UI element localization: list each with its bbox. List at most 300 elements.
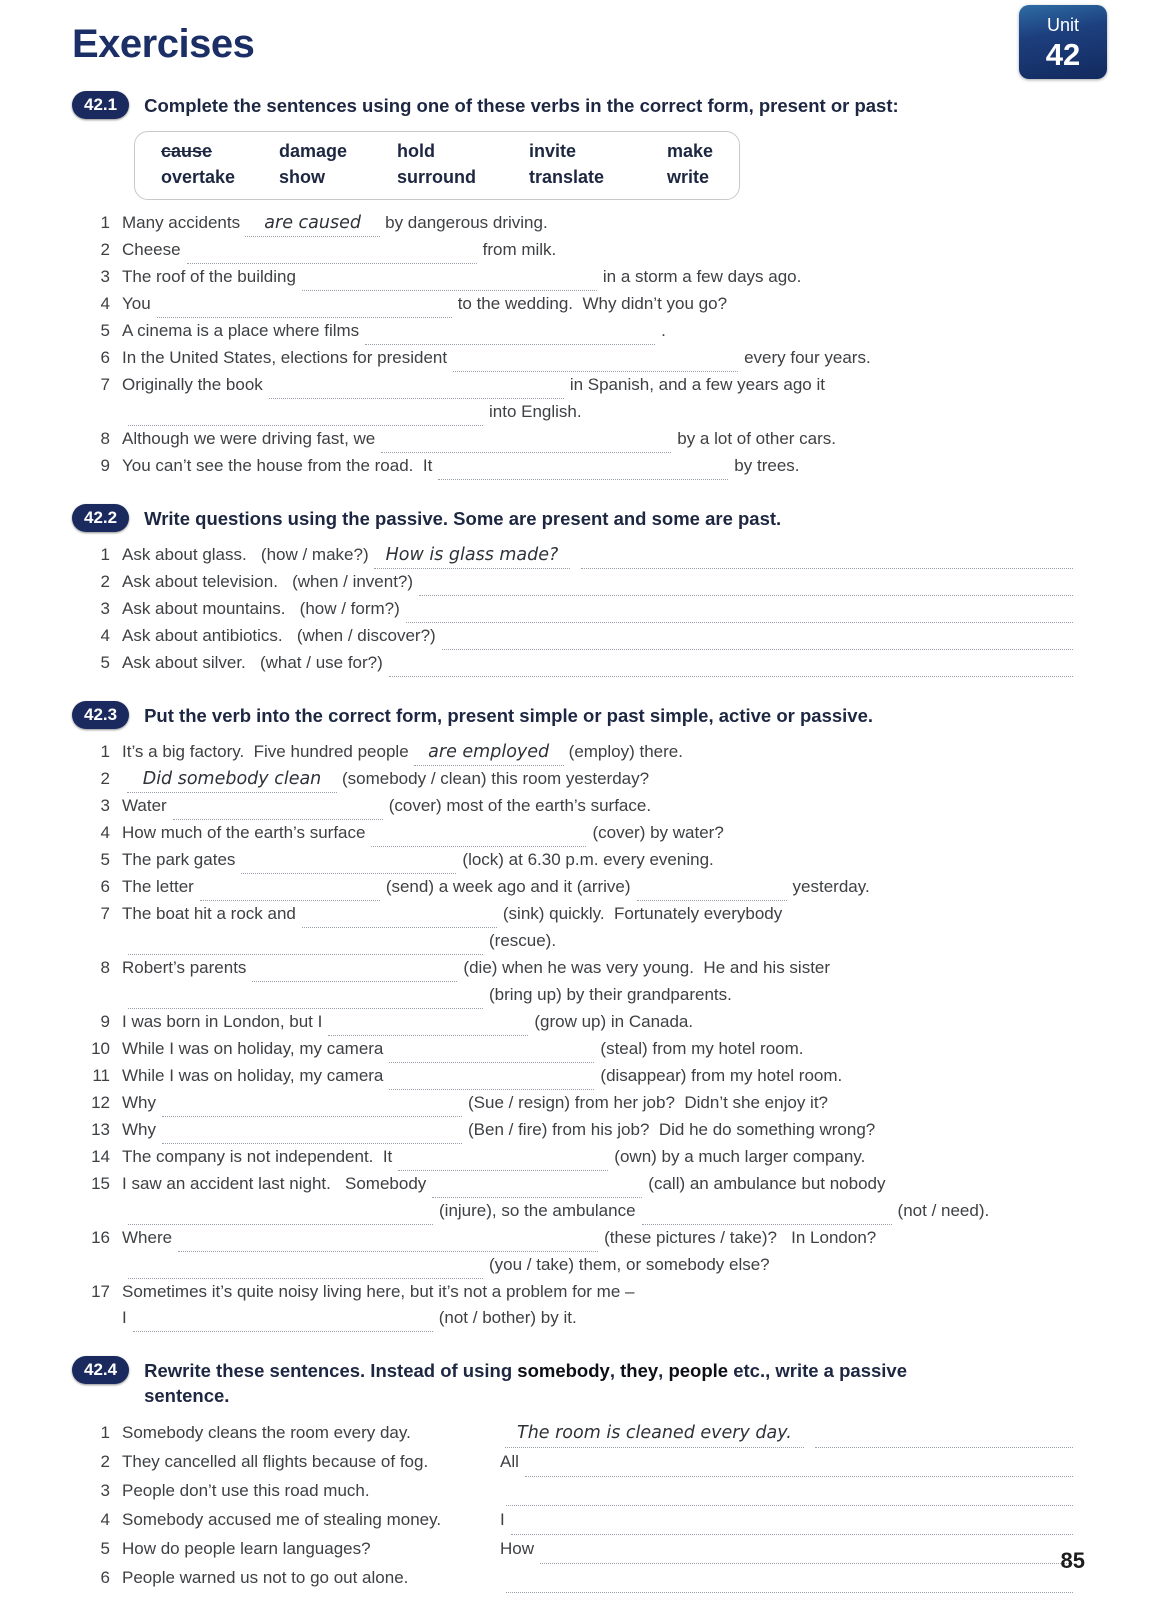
item-lines (122, 453, 1079, 480)
item-lines (122, 623, 1079, 650)
sentence-text: You (122, 294, 151, 313)
answer-blank[interactable] (173, 793, 383, 820)
item-line (122, 596, 1079, 623)
sentence-text: Ask about glass. (how / make?) (122, 545, 369, 564)
exercise-item (72, 650, 1079, 677)
item-number: 7 (100, 904, 110, 923)
item-lines (122, 1090, 1079, 1117)
source-sentence: People don’t use this road much. (122, 1480, 370, 1500)
answer-blank[interactable] (398, 1144, 608, 1171)
item-line (122, 847, 1079, 874)
item-lines (122, 739, 1079, 766)
item-line (122, 1036, 1079, 1063)
exercise-item (72, 847, 1079, 874)
exercise-item (72, 1171, 1079, 1225)
answer-blank[interactable] (389, 1036, 594, 1063)
item-line (122, 264, 1079, 291)
item-number: 3 (100, 1480, 110, 1500)
item-line (122, 1279, 1079, 1305)
exercise-42.2 (72, 504, 1079, 677)
source-sentence: They cancelled all flights because of fog. (122, 1451, 429, 1471)
sentence-text: (these pictures / take)? In London? (604, 1228, 877, 1247)
instruction-text: Put the verb into the correct form, present simple or past simple, active or passive. (144, 705, 874, 726)
sentence-text: Where (122, 1228, 173, 1247)
sentence-text: Ask about antibiotics. (when / discover?) (122, 626, 436, 645)
answer-blank[interactable] (269, 372, 564, 399)
sentence-text: Although we were driving fast, we (122, 429, 376, 448)
item-lines (122, 237, 1079, 264)
word-box-word: write (667, 167, 710, 187)
item-number: 8 (100, 958, 110, 977)
source-sentence: People warned us not to go out alone. (122, 1567, 409, 1587)
answer-blank[interactable] (581, 542, 1073, 569)
sentence-text: in a storm a few days ago. (602, 267, 802, 286)
item-number: 8 (100, 429, 110, 448)
sentence-text: In the United States, elections for president (122, 348, 448, 367)
item-lines (122, 793, 1079, 820)
sentence-text: A cinema is a place where films (122, 321, 360, 340)
sentence-text: The park gates (122, 850, 236, 869)
sentence-text: While I was on holiday, my camera (122, 1066, 384, 1085)
sentence-text: (Ben / fire) from his job? Did he do something wrong? (468, 1120, 876, 1139)
sentence-text: Why (122, 1120, 156, 1139)
sentence-text: The boat hit a rock and (122, 904, 296, 923)
answer-blank[interactable] (252, 955, 457, 982)
item-line (122, 928, 1079, 955)
answer-blank[interactable] (178, 1225, 598, 1252)
item-lines (122, 955, 1079, 1009)
item-lines (122, 820, 1079, 847)
sentence-text: How (500, 1538, 535, 1558)
item-line (122, 291, 1079, 318)
sentence-text: (injure), so the ambulance (439, 1201, 636, 1220)
item-number: 4 (100, 626, 110, 645)
item-line (122, 372, 1079, 399)
item-lines (122, 291, 1079, 318)
word-box-word: make (667, 141, 714, 161)
sentence-text: Ask about silver. (what / use for?) (122, 653, 383, 672)
item-lines (122, 901, 1079, 955)
answer-blank[interactable] (302, 264, 597, 291)
exercise-item (72, 1225, 1079, 1279)
instruction-keyword: people (668, 1360, 729, 1381)
answer-blank[interactable] (187, 237, 477, 264)
item-lines (122, 1144, 1079, 1171)
answer-blank[interactable] (365, 318, 655, 345)
answer-blank[interactable] (381, 426, 671, 453)
word-box-word: invite (529, 141, 577, 161)
instruction-text: etc., write a passive sentence. (144, 1360, 907, 1406)
exercise-item (72, 372, 1079, 426)
item-line (122, 982, 1079, 1009)
exercise-items (72, 1419, 1079, 1593)
item-line (122, 399, 1079, 426)
item-number: 3 (100, 599, 110, 618)
item-line (122, 318, 1079, 345)
item-lines (122, 874, 1079, 901)
word-box-word: overtake (161, 167, 236, 187)
sentence-text: (die) when he was very young. He and his sister (463, 958, 831, 977)
sentence-text: (somebody / clean) this room yesterday? (342, 769, 650, 788)
answer-blank[interactable] (815, 1419, 1073, 1448)
sentence-text: (Sue / resign) from her job? Didn’t she enjoy it? (468, 1093, 829, 1112)
item-number: 1 (100, 213, 110, 232)
answer-blank[interactable] (162, 1117, 462, 1144)
item-number: 16 (91, 1228, 110, 1247)
answer-blank[interactable] (371, 820, 586, 847)
sentence-text: Water (122, 796, 167, 815)
handwritten-answer: are caused (245, 210, 380, 237)
sentence-text: by a lot of other cars. (677, 429, 836, 448)
sentence-text: (send) a week ago and it (arrive) (385, 877, 631, 896)
exercise-item (72, 955, 1079, 1009)
answer-blank[interactable] (133, 1305, 433, 1332)
item-number: 3 (100, 267, 110, 286)
item-lines (122, 1225, 1079, 1279)
exercise-instruction (144, 504, 781, 532)
answer-blank[interactable] (389, 650, 1073, 677)
answer-blank[interactable] (637, 874, 787, 901)
sentence-text: The company is not independent. It (122, 1147, 393, 1166)
instruction-keyword: somebody (517, 1360, 610, 1381)
sentence-text: (rescue). (489, 931, 557, 950)
item-lines (122, 1036, 1079, 1063)
item-number: 2 (100, 572, 110, 591)
sentence-text: I saw an accident last night. Somebody (122, 1174, 427, 1193)
unit-number: 42 (1045, 36, 1081, 72)
sentence-text: (own) by a much larger company. (614, 1147, 866, 1166)
exercise-number-badge: 42.1 (72, 91, 129, 119)
item-lines (122, 542, 1079, 569)
exercise-number-badge: 42.2 (72, 504, 129, 532)
item-line (122, 542, 1079, 569)
answer-blank[interactable] (389, 1063, 594, 1090)
item-number: 10 (91, 1039, 110, 1058)
sentence-text: Sometimes it’s quite noisy living here, but it’s not a problem for me – (122, 1282, 635, 1301)
item-number: 4 (100, 823, 110, 842)
item-number: 15 (91, 1174, 110, 1193)
rewrite-answer-area (500, 1564, 1079, 1593)
item-line (122, 1198, 1079, 1225)
item-number: 4 (100, 1509, 110, 1529)
exercise-42.4 (72, 1356, 1079, 1593)
exercise-item (72, 426, 1079, 453)
item-lines (122, 426, 1079, 453)
exercise-item (72, 1090, 1079, 1117)
item-line (122, 955, 1079, 982)
item-lines (122, 569, 1079, 596)
sentence-text: (grow up) in Canada. (534, 1012, 694, 1031)
item-number: 5 (100, 321, 110, 340)
item-number: 7 (100, 375, 110, 394)
rewrite-answer-area (500, 1448, 1079, 1477)
item-number: 6 (100, 1567, 110, 1587)
instruction-text: Write questions using the passive. Some are present and some are past. (144, 508, 782, 529)
item-line (122, 1171, 1079, 1198)
sentence-text: (call) an ambulance but nobody (648, 1174, 886, 1193)
page-number: 85 (1060, 1548, 1085, 1573)
item-line (122, 453, 1079, 480)
word-box-word: damage (279, 141, 348, 161)
exercise-items (72, 542, 1079, 677)
answer-blank[interactable] (128, 982, 483, 1009)
sentence-text: While I was on holiday, my camera (122, 1039, 384, 1058)
item-number: 2 (100, 1451, 110, 1471)
exercise-42.1 (72, 91, 1079, 480)
item-line (122, 426, 1079, 453)
exercise-instruction (144, 701, 873, 729)
exercise-item (72, 1063, 1079, 1090)
word-box-word: cause (161, 141, 213, 161)
exercise-item (72, 874, 1079, 901)
item-line (122, 1305, 1079, 1332)
exercise-item (72, 345, 1079, 372)
sentence-text: (disappear) from my hotel room. (600, 1066, 843, 1085)
answer-blank[interactable] (241, 847, 456, 874)
sentence-text: Cheese (122, 240, 181, 259)
item-number: 14 (91, 1147, 110, 1166)
item-lines (122, 264, 1079, 291)
answer-blank[interactable] (432, 1171, 642, 1198)
exercise-instruction (144, 1356, 944, 1409)
item-line (122, 901, 1079, 928)
rewrite-answer-area (500, 1477, 1079, 1506)
item-line (122, 1063, 1079, 1090)
answer-blank[interactable] (506, 1477, 1073, 1506)
exercise-item (72, 318, 1079, 345)
handwritten-answer: The room is cleaned every day. (505, 1419, 804, 1448)
instruction-text: Rewrite these sentences. Instead of using (144, 1360, 518, 1381)
sentence-text: (cover) most of the earth’s surface. (388, 796, 652, 815)
sentence-text: by trees. (734, 456, 800, 475)
exercise-item (72, 1477, 1079, 1506)
exercise-42.3 (72, 701, 1079, 1332)
item-line (122, 766, 1079, 793)
sentence-text: every four years. (744, 348, 871, 367)
answer-blank[interactable] (128, 399, 483, 426)
exercise-item (72, 1448, 1079, 1477)
item-line (122, 820, 1079, 847)
exercise-item (72, 542, 1079, 569)
item-line (122, 210, 1079, 237)
word-box-word: surround (397, 167, 476, 187)
item-lines (122, 1117, 1079, 1144)
exercise-item (72, 1564, 1079, 1593)
sentence-text: Why (122, 1093, 156, 1112)
source-sentence: Somebody accused me of stealing money. (122, 1509, 442, 1529)
sentence-text: All (500, 1451, 519, 1471)
item-line (122, 1090, 1079, 1117)
sentence-text: (bring up) by their grandparents. (489, 985, 732, 1004)
item-number: 17 (91, 1282, 110, 1301)
sentence-text: (you / take) them, or somebody else? (489, 1255, 770, 1274)
exercise-item (72, 291, 1079, 318)
answer-blank[interactable] (442, 623, 1073, 650)
exercise-item (72, 453, 1079, 480)
answer-blank[interactable] (511, 1506, 1073, 1535)
item-line (122, 793, 1079, 820)
item-number: 1 (100, 1422, 110, 1442)
instruction-text: Complete the sentences using one of these verbs in the correct form, present or past: (144, 95, 899, 116)
item-lines (122, 372, 1079, 426)
answer-blank[interactable] (328, 1009, 528, 1036)
exercise-item (72, 569, 1079, 596)
answer-blank[interactable] (162, 1090, 462, 1117)
sentence-text: I was born in London, but I (122, 1012, 323, 1031)
answer-blank[interactable] (642, 1198, 892, 1225)
item-line (122, 1252, 1079, 1279)
sentence-text: . (661, 321, 666, 340)
exercise-item (72, 793, 1079, 820)
exercise-item (72, 1117, 1079, 1144)
sentence-text: The letter (122, 877, 194, 896)
item-number: 6 (100, 348, 110, 367)
item-number: 3 (100, 796, 110, 815)
sentence-text: (not / need). (897, 1201, 990, 1220)
item-lines (122, 847, 1079, 874)
sentence-text: (cover) by water? (592, 823, 724, 842)
item-line (122, 739, 1079, 766)
sentence-text: into English. (489, 402, 582, 421)
exercise-item (72, 264, 1079, 291)
answer-blank[interactable] (453, 345, 738, 372)
item-line (122, 623, 1079, 650)
exercise-item (72, 901, 1079, 955)
instruction-keyword: they (620, 1360, 659, 1381)
sentence-text: in Spanish, and a few years ago it (569, 375, 825, 394)
sentence-text: You can’t see the house from the road. It (122, 456, 433, 475)
item-number: 5 (100, 850, 110, 869)
rewrite-answer-area (500, 1535, 1079, 1564)
item-line (122, 569, 1079, 596)
exercise-item (72, 766, 1079, 793)
sentence-text: to the wedding. Why didn’t you go? (457, 294, 728, 313)
exercise-item (72, 820, 1079, 847)
exercise-items (72, 210, 1079, 480)
sentence-text: I (500, 1509, 505, 1529)
item-line (122, 650, 1079, 677)
unit-label: Unit (1046, 14, 1079, 35)
sentence-text: (sink) quickly. Fortunately everybody (502, 904, 783, 923)
word-box-word: show (279, 167, 326, 187)
sentence-text: The roof of the building (122, 267, 296, 286)
item-lines (122, 766, 1079, 793)
exercise-instruction (144, 91, 899, 119)
sentence-text: by dangerous driving. (385, 213, 548, 232)
item-lines (122, 1063, 1079, 1090)
item-lines (122, 318, 1079, 345)
unit-badge (1019, 5, 1107, 79)
answer-blank[interactable] (128, 928, 483, 955)
instruction-text: , (658, 1360, 669, 1381)
item-lines (122, 210, 1079, 237)
rewrite-answer-area (500, 1419, 1079, 1448)
exercise-item (72, 739, 1079, 766)
sentence-text: from milk. (482, 240, 557, 259)
handwritten-answer: are employed (414, 739, 564, 766)
sentence-text: How much of the earth’s surface (122, 823, 366, 842)
item-lines (122, 650, 1079, 677)
page-title: Exercises (72, 22, 255, 66)
source-sentence: Somebody cleans the room every day. (122, 1422, 411, 1442)
item-line (122, 1225, 1079, 1252)
item-number: 2 (100, 769, 110, 788)
item-lines (122, 1279, 1079, 1332)
item-line (122, 237, 1079, 264)
sentence-text: (lock) at 6.30 p.m. every evening. (462, 850, 714, 869)
answer-blank[interactable] (438, 453, 728, 480)
sentence-text: Originally the book (122, 375, 263, 394)
sentence-text: (steal) from my hotel room. (600, 1039, 804, 1058)
exercise-items (72, 739, 1079, 1332)
answer-blank[interactable] (128, 1198, 433, 1225)
sentence-text: Many accidents (122, 213, 241, 232)
sentence-text: Ask about television. (when / invent?) (122, 572, 414, 591)
sentence-text: (employ) there. (568, 742, 683, 761)
exercise-item (72, 1279, 1079, 1332)
exercise-item (72, 1419, 1079, 1448)
exercise-item (72, 1036, 1079, 1063)
answer-blank[interactable] (419, 569, 1073, 596)
exercise-item (72, 1535, 1079, 1564)
source-sentence: How do people learn languages? (122, 1538, 371, 1558)
answer-blank[interactable] (302, 901, 497, 928)
handwritten-answer: How is glass made? (374, 542, 571, 569)
item-line (122, 1117, 1079, 1144)
item-number: 6 (100, 877, 110, 896)
answer-blank[interactable] (406, 596, 1073, 623)
exercise-item (72, 210, 1079, 237)
item-line (122, 1009, 1079, 1036)
verb-word-box (134, 131, 740, 200)
answer-blank[interactable] (157, 291, 452, 318)
answer-blank[interactable] (540, 1535, 1073, 1564)
item-line (122, 345, 1079, 372)
answer-blank[interactable] (525, 1448, 1073, 1477)
item-number: 9 (100, 456, 110, 475)
answer-blank[interactable] (200, 874, 380, 901)
item-number: 9 (100, 1012, 110, 1031)
exercise-item (72, 1144, 1079, 1171)
item-number: 5 (100, 1538, 110, 1558)
handwritten-answer: Did somebody clean (127, 766, 337, 793)
answer-blank[interactable] (506, 1564, 1073, 1593)
sentence-text: yesterday. (792, 877, 870, 896)
item-lines (122, 1171, 1079, 1225)
sentence-text: Ask about mountains. (how / form?) (122, 599, 400, 618)
exercise-number-badge: 42.4 (72, 1356, 129, 1384)
instruction-text: , (609, 1360, 621, 1381)
item-number: 5 (100, 653, 110, 672)
item-line (122, 874, 1079, 901)
item-number: 11 (92, 1066, 110, 1085)
item-number: 4 (100, 294, 110, 313)
item-lines (122, 345, 1079, 372)
sentence-text: (not / bother) by it. (438, 1308, 577, 1327)
item-number: 13 (91, 1120, 110, 1139)
word-box-word: translate (529, 167, 605, 187)
item-line (122, 1144, 1079, 1171)
answer-blank[interactable] (128, 1252, 483, 1279)
sentence-text: I (122, 1308, 127, 1327)
exercise-item (72, 596, 1079, 623)
word-box-word: hold (397, 141, 435, 161)
exercise-item (72, 1506, 1079, 1535)
sentence-text: It’s a big factory. Five hundred people (122, 742, 409, 761)
item-number: 2 (100, 240, 110, 259)
exercise-number-badge: 42.3 (72, 701, 129, 729)
item-number: 1 (100, 545, 110, 564)
